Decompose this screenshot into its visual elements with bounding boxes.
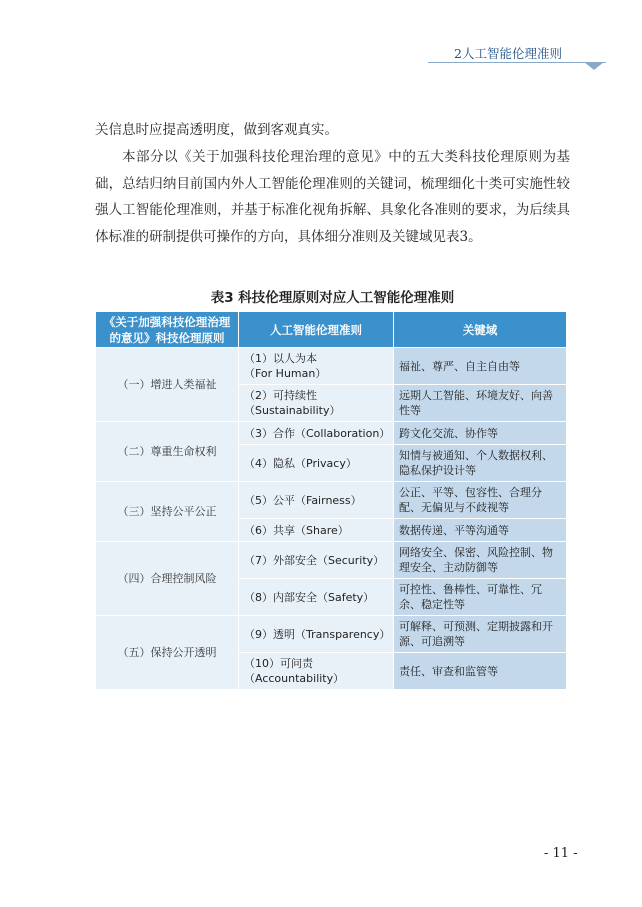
table-row (96, 348, 567, 385)
category-cell: （一）增进人类福祉 (96, 348, 239, 422)
header-cell-principles: 《关于加强科技伦理治理的意见》科技伦理原则 (96, 312, 239, 348)
ai-principle-cell (239, 422, 394, 445)
table-row (96, 422, 567, 445)
ai-principle-cell (239, 519, 394, 542)
ai-principle-label: （7）外部安全（Security） (244, 553, 385, 567)
ai-principle-cell (239, 445, 394, 482)
body-paragraph-1: 关信息时应提高透明度，做到客观真实。 (95, 122, 338, 138)
ai-principle-label: （3）合作（Collaboration） (244, 426, 391, 440)
ai-principle-english: （Sustainability） (244, 404, 341, 417)
ai-principle-cell (239, 482, 394, 519)
ai-principle-label: （10）可问责 (244, 657, 313, 670)
ai-principle-cell (239, 542, 394, 579)
header-rule (428, 62, 606, 63)
page-number: - 11 - (544, 846, 578, 861)
keywords-cell: 可控性、鲁棒性、可靠性、冗余、稳定性等 (394, 579, 567, 616)
keywords-cell: 公正、平等、包容性、合理分配、无偏见与不歧视等 (394, 482, 567, 519)
ai-principle-cell (239, 616, 394, 653)
category-cell: （三）坚持公平公正 (96, 482, 239, 542)
running-header-title: 2人工智能伦理准则 (454, 46, 562, 61)
ai-principle-label: （8）内部安全（Safety） (244, 590, 375, 604)
ai-principle-label: （5）公平（Fairness） (244, 493, 362, 507)
category-cell: （五）保持公开透明 (96, 616, 239, 690)
ai-principle-cell (239, 653, 394, 690)
header-cell-ai-principles: 人工智能伦理准则 (239, 312, 394, 348)
ai-principle-english: （For Human） (244, 367, 327, 380)
ai-principle-label: （1）以人为本 (244, 352, 317, 365)
keywords-cell: 跨文化交流、协作等 (394, 422, 567, 445)
ai-principle-label: （6）共享（Share） (244, 523, 349, 537)
keywords-cell: 数据传递、平等沟通等 (394, 519, 567, 542)
ai-principle-label: （4）隐私（Privacy） (244, 456, 357, 470)
ai-principle-english: （Accountability） (244, 672, 345, 685)
table-body (96, 348, 567, 690)
ai-principle-cell (239, 385, 394, 422)
table-row (96, 482, 567, 519)
ethics-principles-table (95, 311, 567, 690)
category-cell: （二）尊重生命权利 (96, 422, 239, 482)
header-rule-notch (584, 62, 604, 70)
table-caption: 表3 科技伦理原则对应人工智能伦理准则 (210, 290, 455, 306)
body-paragraph-2: 本部分以《关于加强科技伦理治理的意见》中的五大类科技伦理原则为基础，总结归纳目前国内外人工智能伦理准则的关键词，梳理细化十类可实施性较强人工智能伦理准则，并基于标准化视角拆解、具象化各准则的要求，为后续具体标准的研制提供可操作的方向，具体细分准则及关键域见表3。 (95, 149, 570, 245)
keywords-cell: 可解释、可预测、定期披露和开源、可追溯等 (394, 616, 567, 653)
keywords-cell: 远期人工智能、环境友好、向善性等 (394, 385, 567, 422)
keywords-cell: 福祉、尊严、自主自由等 (394, 348, 567, 385)
keywords-cell: 责任、审查和监管等 (394, 653, 567, 690)
table-header-row (96, 312, 567, 348)
ai-principle-label: （2）可持续性 (244, 389, 317, 402)
table-row (96, 542, 567, 579)
keywords-cell: 网络安全、保密、风险控制、物理安全、主动防御等 (394, 542, 567, 579)
ai-principle-cell (239, 579, 394, 616)
table-row (96, 616, 567, 653)
ai-principle-label: （9）透明（Transparency） (244, 627, 391, 641)
ai-principle-cell (239, 348, 394, 385)
category-cell: （四）合理控制风险 (96, 542, 239, 616)
header-cell-keywords: 关键域 (394, 312, 567, 348)
keywords-cell: 知情与被通知、个人数据权利、隐私保护设计等 (394, 445, 567, 482)
